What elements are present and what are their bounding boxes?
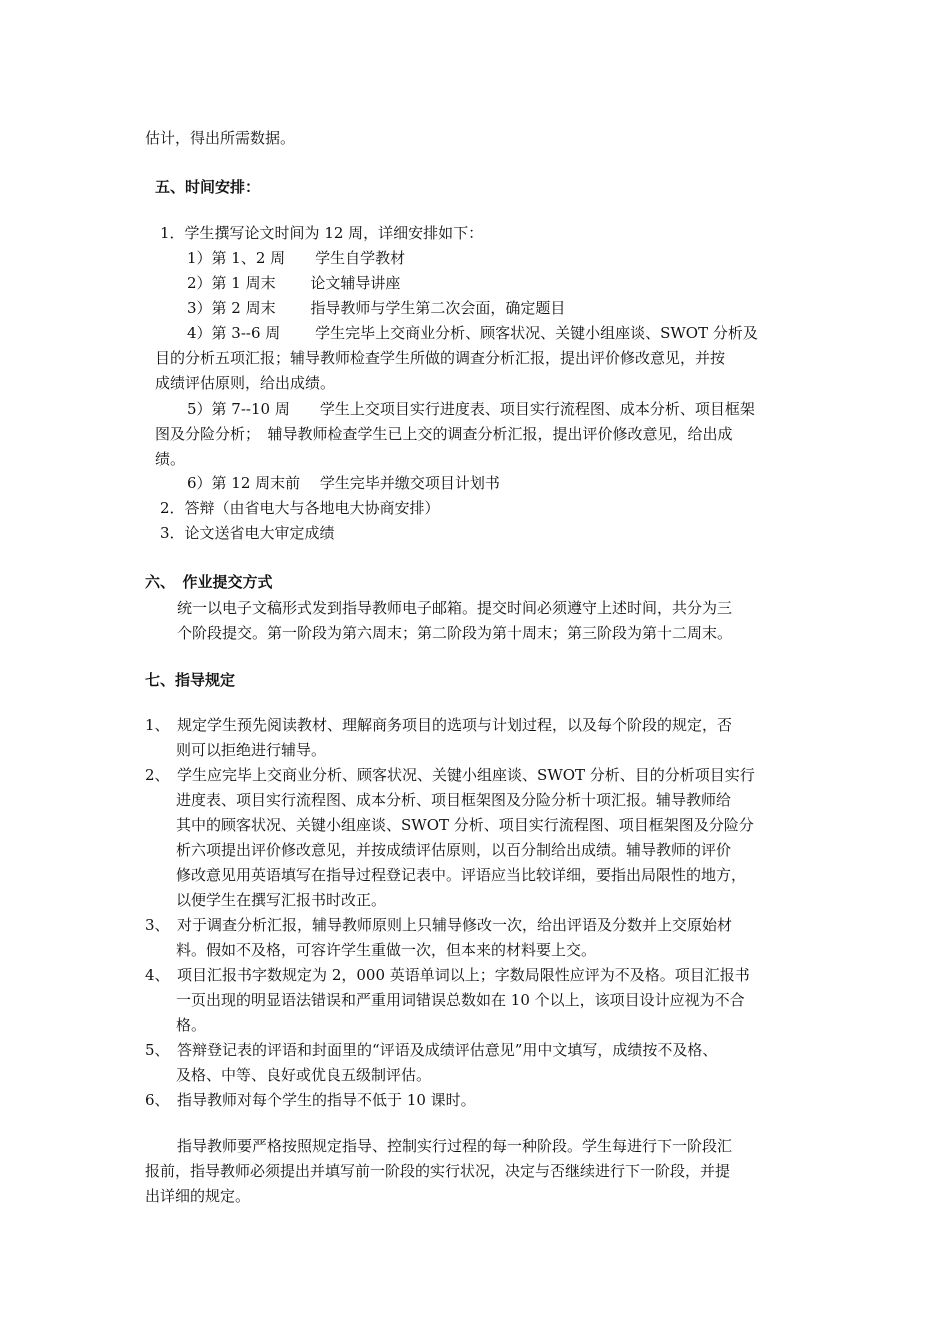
rule-1-line-2: 则可以拒绝进行辅导。 xyxy=(176,741,327,759)
schedule-week-4-line-1: 4）第 3--6 周 学生完毕上交商业分析、顾客状况、关键小组座谈、SWOT 分析及 xyxy=(187,324,758,342)
rule-2-line-2: 进度表、项目实行流程图、成本分析、项目框架图及分险分析十项汇报。辅导教师给 xyxy=(176,791,732,809)
section-6-heading: 六、 作业提交方式 xyxy=(145,573,273,591)
schedule-week-1: 1）第 1、2 周 学生自学教材 xyxy=(187,249,406,267)
rule-3-line-1: 3、 对于调查分析汇报，辅导教师原则上只辅导修改一次，给出评语及分数并上交原始材 xyxy=(145,916,733,934)
rule-6: 6、 指导教师对每个学生的指导不低于 10 课时。 xyxy=(145,1091,476,1109)
rule-5-line-1: 5、 答辩登记表的评语和封面里的“评语及成绩评估意见”用中文填写，成绩按不及格、 xyxy=(145,1041,718,1059)
rule-2-line-1: 2、 学生应完毕上交商业分析、顾客状况、关键小组座谈、SWOT 分析、目的分析项目实行 xyxy=(145,766,755,784)
schedule-week-4-line-3: 成绩评估原则，给出成绩。 xyxy=(155,374,336,392)
submission-line-2: 个阶段提交。第一阶段为第六周末；第二阶段为第十周末；第三阶段为第十二周末。 xyxy=(177,624,733,642)
rule-2-line-3: 其中的顾客状况、关键小组座谈、SWOT 分析、项目实行流程图、项目框架图及分险分 xyxy=(176,816,754,834)
section-7-heading: 七、指导规定 xyxy=(145,671,236,689)
schedule-week-4-line-2: 目的分析五项汇报；辅导教师检查学生所做的调查分析汇报，提出评价修改意见，并按 xyxy=(155,349,726,367)
closing-line-1: 指导教师要严格按照规定指导、控制实行过程的每一种阶段。学生每进行下一阶段汇 xyxy=(177,1137,733,1155)
rule-4-line-1: 4、 项目汇报书字数规定为 2，000 英语单词以上；字数局限性应评为不及格。项目汇报书 xyxy=(145,966,750,984)
schedule-item-3: 3．论文送省电大审定成绩 xyxy=(160,524,335,542)
rule-5-line-2: 及格、中等、良好或优良五级制评估。 xyxy=(176,1066,432,1084)
schedule-week-5-line-3: 绩。 xyxy=(155,450,186,468)
rule-4-line-2: 一页出现的明显语法错误和严重用词错误总数如在 10 个以上，该项目设计应视为不合 xyxy=(176,991,745,1009)
schedule-week-3: 3）第 2 周末 指导教师与学生第二次会面，确定题目 xyxy=(187,299,566,317)
rule-3-line-2: 料。假如不及格，可容许学生重做一次，但本来的材料要上交。 xyxy=(176,941,597,959)
closing-line-2: 报前，指导教师必须提出并填写前一阶段的实行状况，决定与否继续进行下一阶段，并提 xyxy=(145,1162,731,1180)
schedule-week-6: 6）第 12 周末前 学生完毕并缴交项目计划书 xyxy=(187,474,500,492)
rule-2-line-5: 修改意见用英语填写在指导过程登记表中。评语应当比较详细，要指出局限性的地方， xyxy=(176,866,747,884)
closing-line-3: 出详细的规定。 xyxy=(145,1187,251,1205)
rule-2-line-6: 以便学生在撰写汇报书时改正。 xyxy=(176,891,387,909)
schedule-week-5-line-2: 图及分险分析； 辅导教师检查学生已上交的调查分析汇报，提出评价修改意见，给出成 xyxy=(155,425,733,443)
submission-line-1: 统一以电子文稿形式发到指导教师电子邮箱。提交时间必须遵守上述时间，共分为三 xyxy=(177,599,733,617)
rule-4-line-3: 格。 xyxy=(176,1016,207,1034)
schedule-week-2: 2）第 1 周末 论文辅导讲座 xyxy=(187,274,401,292)
rule-2-line-4: 析六项提出评价修改意见，并按成绩评估原则，以百分制给出成绩。辅导教师的评价 xyxy=(176,841,732,859)
schedule-item-2: 2．答辩（由省电大与各地电大协商安排） xyxy=(160,499,440,517)
schedule-week-5-line-1: 5）第 7--10 周 学生上交项目实行进度表、项目实行流程图、成本分析、项目框架 xyxy=(187,400,755,418)
rule-1-line-1: 1、 规定学生预先阅读教材、理解商务项目的选项与计划过程，以及每个阶段的规定，否 xyxy=(145,716,733,734)
intro-line: 估计，得出所需数据。 xyxy=(145,129,296,147)
schedule-item-1: 1．学生撰写论文时间为 12 周，详细安排如下： xyxy=(160,224,484,242)
section-5-heading: 五、时间安排： xyxy=(155,178,261,196)
